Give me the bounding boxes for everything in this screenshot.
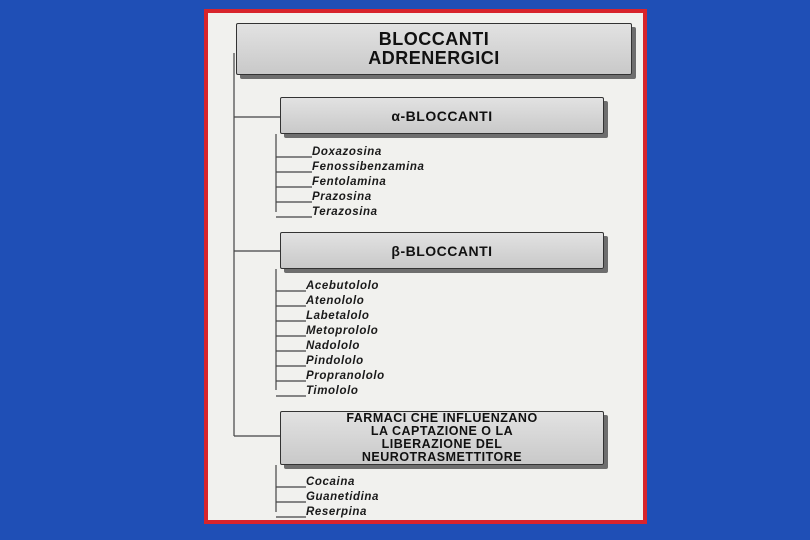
- beta-blockers-label: β-BLOCCANTI: [391, 242, 493, 259]
- alpha-drug-item: Terazosina: [312, 206, 378, 218]
- beta-drug-item: Propranololo: [306, 370, 385, 382]
- other-drug-item: Reserpina: [306, 506, 368, 518]
- other-label-line-2: LA CAPTAZIONE O LA: [370, 424, 514, 438]
- diagram-frame: [204, 9, 647, 524]
- beta-drug-item: Pindololo: [306, 355, 364, 367]
- beta-drug-item: Labetalolo: [306, 310, 370, 322]
- beta-drug-item: Acebutololo: [306, 280, 380, 292]
- root-title-box: [236, 23, 632, 75]
- alpha-drug-item: Doxazosina: [312, 146, 382, 158]
- beta-blockers-box: [280, 232, 604, 269]
- alpha-drug-list: [312, 145, 425, 220]
- alpha-drug-item: Fenossibenzamina: [312, 161, 425, 173]
- other-label-line-4: NEUROTRASMETTITORE: [361, 450, 523, 464]
- alpha-blockers-box: [280, 97, 604, 134]
- reuptake-release-drugs-box: [280, 411, 604, 465]
- alpha-drug-item: Fentolamina: [312, 176, 387, 188]
- other-drug-item: Guanetidina: [306, 491, 380, 503]
- alpha-drug-item: Prazosina: [312, 191, 372, 203]
- beta-drug-item: Timololo: [306, 385, 359, 397]
- other-drug-item: Cocaina: [306, 476, 355, 488]
- beta-drug-item: Nadololo: [306, 340, 360, 352]
- root-title-line-2: ADRENERGICI: [368, 48, 500, 68]
- other-label-line-3: LIBERAZIONE DEL: [381, 437, 503, 451]
- other-label-line-1: FARMACI CHE INFLUENZANO: [346, 411, 538, 425]
- beta-drug-item: Metoprololo: [306, 325, 379, 337]
- beta-drug-item: Atenololo: [306, 295, 365, 307]
- other-drug-list: [306, 475, 379, 520]
- alpha-blockers-label: α-BLOCCANTI: [391, 107, 493, 124]
- root-title-line-1: BLOCCANTI: [378, 29, 490, 49]
- beta-drug-list: [306, 279, 385, 399]
